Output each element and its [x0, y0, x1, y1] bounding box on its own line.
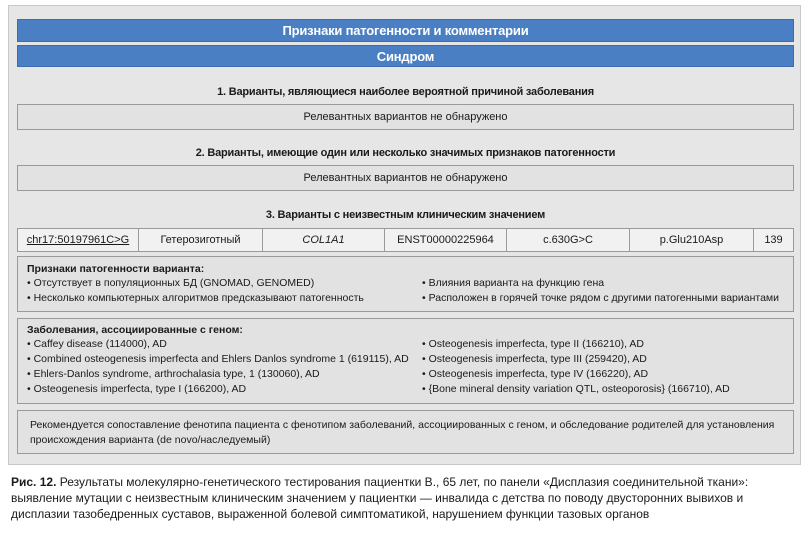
- list-item: • {Bone mineral density variation QTL, osteoporosis} (166710), AD: [422, 383, 730, 395]
- variant-protein: p.Glu210Asp: [630, 229, 754, 251]
- section-2-box: [17, 165, 794, 191]
- header-title: Признаки патогенности и комментарии: [17, 19, 794, 42]
- variant-position-cell[interactable]: [18, 229, 139, 251]
- list-item: • Osteogenesis imperfecta, type III (259420), AD: [422, 353, 647, 365]
- diseases-right-list: [418, 337, 784, 397]
- section-3-title: 3. Варианты с неизвестным клиническим значением: [265, 209, 546, 221]
- section-1-box: [17, 104, 794, 130]
- list-item: • Osteogenesis imperfecta, type II (166210), AD: [422, 338, 644, 350]
- variant-position-link[interactable]: chr17:50197961C>G: [26, 234, 130, 246]
- signs-panel: [17, 256, 794, 312]
- figure-caption: [11, 474, 801, 522]
- variant-zygosity: Гетерозиготный: [139, 229, 263, 251]
- signs-right-list: [418, 276, 784, 306]
- variant-row: [17, 228, 794, 252]
- diseases-left-list: [27, 337, 418, 397]
- caption-label: Рис. 12.: [11, 475, 57, 489]
- section-2-title: 2. Варианты, имеющие один или несколько значимых признаков патогенности: [195, 147, 616, 159]
- signs-left-list: [27, 276, 418, 306]
- recommendation-text: Рекомендуется сопоставление фенотипа пациента с фенотипом заболеваний, ассоциированных с геном, и обследование родителей для установления происхождения варианта (de novo/наследуемый): [30, 419, 775, 446]
- variant-transcript: ENST00000225964: [385, 229, 507, 251]
- list-item: • Ehlers-Danlos syndrome, arthrochalasia type, 1 (130060), AD: [27, 368, 320, 380]
- list-item: • Отсутствует в популяционных БД (GNOMAD, GENOMED): [27, 277, 315, 289]
- list-item: • Расположен в горячей точке рядом с другими патогенными вариантами: [422, 292, 779, 304]
- diseases-label: Заболевания, ассоциированные с геном:: [27, 324, 243, 336]
- list-item: • Osteogenesis imperfecta, type I (166200), AD: [27, 383, 247, 395]
- caption-text: Результаты молекулярно-генетического тестирования пациентки В., 65 лет, по панели «Дисплазия соединительной ткани»: выявление мутации с неизвестным клиническим значением у пациентки — инвалида с детства по поводу двусторонних вывихов и дисплазии тазобедренных суставов, выраженной болевой симптоматикой, нарушением функции тазовых органов: [11, 475, 749, 521]
- list-item: • Osteogenesis imperfecta, type IV (166220), AD: [422, 368, 649, 380]
- section-1-title: 1. Варианты, являющиеся наиболее вероятной причиной заболевания: [217, 86, 594, 98]
- signs-label: Признаки патогенности варианта:: [27, 263, 205, 275]
- list-item: • Combined osteogenesis imperfecta and Ehlers Danlos syndrome 1 (619115), AD: [27, 353, 409, 365]
- variant-depth: 139: [764, 234, 783, 246]
- list-item: • Caffey disease (114000), AD: [27, 338, 167, 350]
- list-item: • Влияния варианта на функцию гена: [422, 277, 605, 289]
- recommendation-panel: [17, 410, 794, 454]
- variant-gene: COL1A1: [263, 229, 385, 251]
- list-item: • Несколько компьютерных алгоритмов предсказывают патогенность: [27, 292, 364, 304]
- diseases-panel: [17, 318, 794, 404]
- variant-cdna: c.630G>C: [507, 229, 630, 251]
- section-2-text: Релевантных вариантов не обнаружено: [303, 172, 508, 184]
- header-subtitle: Синдром: [17, 45, 794, 67]
- section-1-text: Релевантных вариантов не обнаружено: [303, 111, 508, 123]
